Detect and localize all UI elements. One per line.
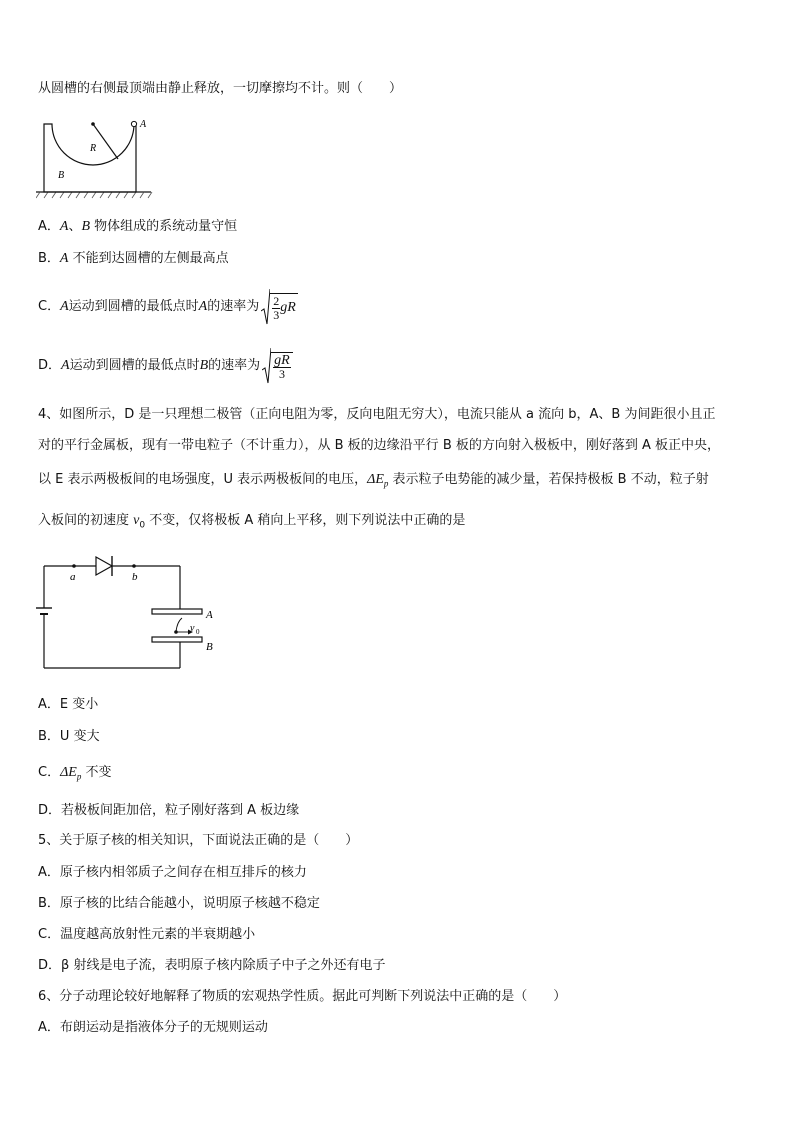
q5-option-c: C．温度越高放射性元素的半衰期越小 — [38, 927, 256, 942]
sqrt-expression: $\frac{gR}{3}$ — [262, 348, 293, 384]
q3-fig-label-a: A — [140, 119, 147, 130]
q3-option-d: D． A 运动到圆槽的最低点时 B 的速率为 $\frac{gR}{3}$ — [38, 346, 293, 386]
q4-circuit-figure — [36, 552, 226, 674]
q4-fig-label-a: a — [70, 571, 76, 583]
q4-stem-line-1: 4、如图所示，D 是一只理想二极管（正向电阻为零，反向电阻无穷大），电流只能从 a 流向 b，A、B 为间距很小且正 — [38, 407, 716, 422]
q4-fig-label-v0-sub: 0 — [196, 628, 200, 636]
q3-fig-label-b: B — [58, 170, 65, 181]
q3-intro: 从圆槽的右侧最顶端由静止释放，一切摩擦均不计。则（ ） — [38, 81, 403, 96]
q5-option-d: D．β 射线是电子流，表明原子核内除质子中子之外还有电子 — [38, 958, 386, 973]
q4-fig-label-v0: v — [190, 623, 195, 634]
q4-option-b: B．U 变大 — [38, 729, 100, 744]
q5-option-b: B．原子核的比结合能越小，说明原子核越不稳定 — [38, 896, 320, 911]
q6-stem: 6、分子动理论较好地解释了物质的宏观热学性质。据此可判断下列说法中正确的是（ ） — [38, 989, 567, 1004]
q4-stem-line-4: 入板间的初速度 $v_0$ 不变，仅将极板 A 稍向上平移，则下列说法中正确的是 — [38, 513, 466, 531]
q3-option-b: B．A 不能到达圆槽的左侧最高点 — [38, 251, 229, 266]
sqrt-expression: $\frac{2}{3}$ gR — [261, 289, 298, 325]
q6-option-a: A．布朗运动是指液体分子的无规则运动 — [38, 1020, 268, 1035]
q4-fig-label-B: B — [206, 641, 213, 653]
q4-stem-line-2: 对的平行金属板，现有一带电粒子（不计重力），从 B 板的边缘沿平行 B 板的方向射入极板中，刚好落到 A 板正中央， — [38, 438, 721, 453]
q4-fig-label-A: A — [206, 609, 213, 621]
q5-option-a: A．原子核内相邻质子之间存在相互排斥的核力 — [38, 865, 307, 880]
q4-stem-line-3: 以 E 表示两极板间的电场强度，U 表示两极板间的电压，$\Delta E_p$ 表示粒子电势能的减少量，若保持极板 B 不动，粒子射 — [38, 472, 709, 489]
q3-figure — [36, 114, 156, 200]
q4-option-d: D．若极板间距加倍，粒子刚好落到 A 板边缘 — [38, 803, 300, 818]
q3-option-c: C． A 运动到圆槽的最低点时 A 的速率为 $\frac{2}{3}$ gR — [38, 287, 298, 327]
q3-option-a: A．A、B 物体组成的系统动量守恒 — [38, 219, 238, 234]
q4-fig-label-b: b — [132, 571, 138, 583]
q3-fig-label-r: R — [90, 143, 97, 154]
q5-stem: 5、关于原子核的相关知识，下面说法正确的是（ ） — [38, 833, 359, 848]
q4-option-a: A．E 变小 — [38, 697, 99, 712]
q4-option-c: C．$\Delta E_p$ 不变 — [38, 765, 112, 782]
